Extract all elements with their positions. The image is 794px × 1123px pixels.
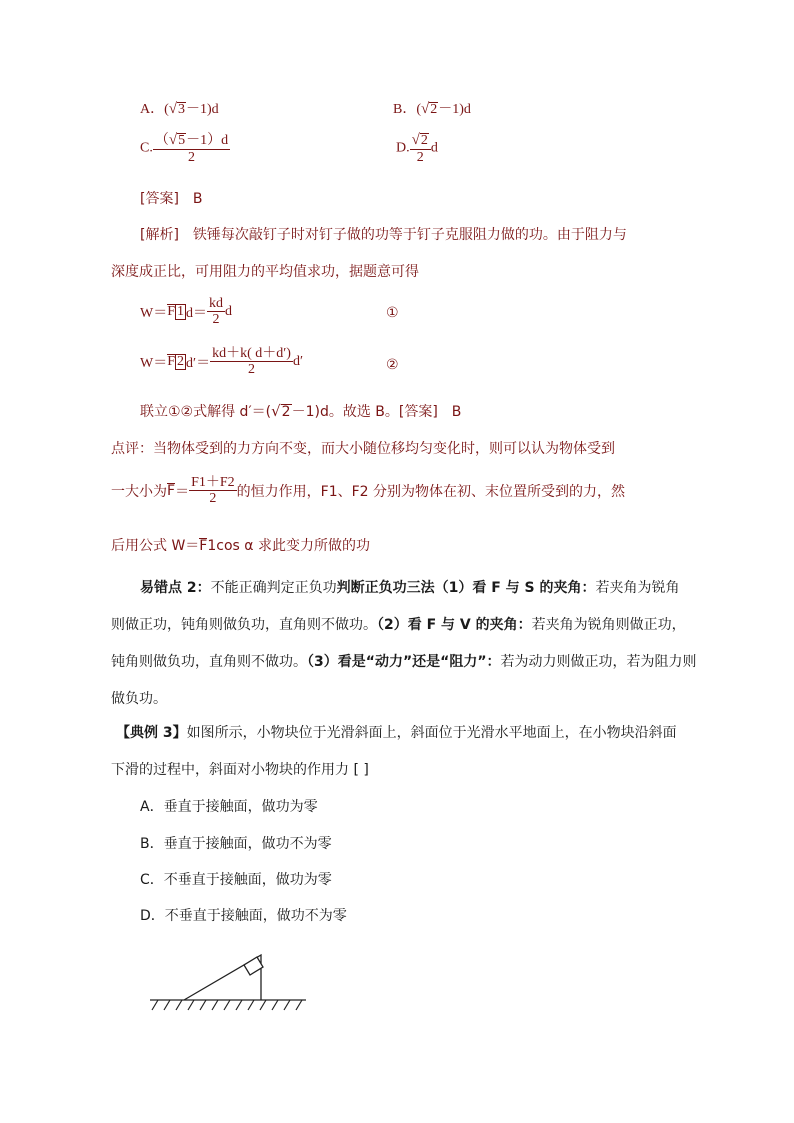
option-c-radicand: 5 <box>178 133 186 148</box>
mistake-label: 易错点 2： <box>140 580 211 596</box>
option-c-prefix: C. <box>140 140 153 156</box>
comment-equals: ＝ <box>175 483 190 500</box>
mistake-line-4: 做负功。 <box>111 691 167 707</box>
example3-option-a: A．垂直于接触面，做功为零 <box>140 799 318 815</box>
analysis-line-2: 深度成正比，可用阻力的平均值求功，据题意可得 <box>111 264 419 280</box>
example3-option-c: C．不垂直于接触面，做功为零 <box>140 872 332 888</box>
mistake-bold-2: （2）看 F 与 V 的夹角： <box>377 617 532 633</box>
mistake-text-3: 若夹角为锐角则做正功， <box>531 617 686 633</box>
option-c-close: －1）d <box>186 133 229 148</box>
example3-label: 【典例 3】 <box>116 725 187 741</box>
mistake-bold-3: （3）看是“动力”还是“阻力”： <box>307 654 501 670</box>
option-d-fraction <box>410 132 431 165</box>
combine-post: －1)d。故选 B。[答案] B <box>291 404 462 420</box>
mistake-line-1 <box>140 577 680 597</box>
comment-f-bar: F <box>167 483 176 500</box>
mistake-bold-1: 判断正负功三法（1）看 F 与 S 的夹角： <box>336 580 596 596</box>
incline-diagram <box>148 940 308 1015</box>
eq2-fraction <box>210 346 293 378</box>
option-c <box>140 132 230 165</box>
option-c-fraction <box>153 132 230 165</box>
eq2-subscript: 2 <box>177 353 185 369</box>
mistake-line3-text: 钝角则做负功，直角则不做功。 <box>111 654 307 670</box>
equation-2 <box>140 346 303 378</box>
eq1-f-bar: F <box>167 304 176 320</box>
eq2-f-bar: F <box>167 354 176 370</box>
ground-hatching <box>152 1000 302 1010</box>
eq1-mid: d＝ <box>186 305 208 321</box>
comment-line-1: 点评：当物体受到的力方向不变，而大小随位移均匀变化时，则可以认为物体受到 <box>111 441 615 457</box>
sqrt-icon: √ <box>421 101 430 117</box>
combine-radicand: 2 <box>281 404 291 420</box>
option-a-suffix: －1)d <box>186 102 219 117</box>
eq2-denominator: 2 <box>248 362 256 378</box>
eq2-tail: d′ <box>292 353 304 369</box>
comment-denominator: 2 <box>209 491 217 507</box>
example3-option-b: B．垂直于接触面，做功不为零 <box>140 836 332 852</box>
eq1-lhs: W＝ <box>140 305 168 321</box>
option-d-prefix: D. <box>396 140 410 156</box>
eq1-mark: ① <box>386 305 399 321</box>
mistake-line-3 <box>111 651 697 671</box>
eq1-denominator: 2 <box>212 312 220 328</box>
equation-1 <box>140 296 232 328</box>
sqrt-icon: √ <box>168 101 178 117</box>
option-d-radicand: 2 <box>420 133 428 148</box>
mistake-text-2: 若夹角为锐角 <box>595 580 680 596</box>
comment-line-2 <box>111 475 625 507</box>
option-b-prefix: B．( <box>393 102 421 117</box>
mistake-text-4: 若为动力则做正功，若为阻力则 <box>500 654 697 670</box>
eq1-fraction <box>207 296 225 328</box>
comment-line-3 <box>111 535 370 555</box>
answer-1: [答案] B <box>140 191 203 207</box>
comment-numerator: F1＋F2 <box>191 475 235 490</box>
example3-text-1: 如图所示，小物块位于光滑斜面上，斜面位于光滑水平地面上，在小物块沿斜面 <box>186 725 677 741</box>
option-b-radicand: 2 <box>430 102 438 117</box>
comment-line2-post: 的恒力作用，F1、F2 分别为物体在初、末位置所受到的力，然 <box>236 483 626 500</box>
comment-line3-f-bar: F <box>199 538 208 554</box>
eq1-tail: d <box>225 303 233 319</box>
combine-line <box>140 401 461 421</box>
eq2-lhs: W＝ <box>140 355 168 371</box>
sqrt-icon: √ <box>168 132 178 148</box>
example3-line-1 <box>116 722 677 742</box>
analysis-line-1: [解析] 铁锤每次敲钉子时对钉子做的功等于钉子克服阻力做的功。由于阻力与 <box>140 227 627 243</box>
eq2-mark: ② <box>386 357 399 373</box>
eq2-mid: d′＝ <box>186 355 211 371</box>
option-a-prefix: A．( <box>140 102 169 117</box>
eq1-numerator: kd <box>209 296 224 311</box>
eq2-numerator: kd＋k( d＋d′) <box>212 346 291 361</box>
example3-line-2: 下滑的过程中，斜面对小物块的作用力 [ ] <box>111 762 369 778</box>
sqrt-icon: √ <box>271 402 281 420</box>
option-d-denominator: 2 <box>416 149 424 165</box>
option-a <box>140 98 219 118</box>
sqrt-icon: √ <box>411 132 420 148</box>
option-a-radicand: 3 <box>178 102 186 117</box>
option-d-suffix: d <box>430 140 438 156</box>
option-c-open: （ <box>154 133 169 148</box>
comment-line2-pre: 一大小为 <box>111 483 167 500</box>
mistake-line2-text: 则做正功，钝角则做负功，直角则不做功。 <box>111 617 377 633</box>
eq1-subscript: 1 <box>177 303 185 319</box>
comment-line3-pre: 后用公式 W＝ <box>111 538 200 554</box>
option-b-suffix: －1)d <box>438 102 471 117</box>
small-block <box>244 957 263 975</box>
example3-option-d: D．不垂直于接触面，做功不为零 <box>140 908 347 924</box>
comment-line3-post: 1cos α 求此变力所做的功 <box>207 538 370 554</box>
mistake-line-2 <box>111 614 686 634</box>
mistake-text-1: 不能正确判定正负功 <box>210 580 337 596</box>
option-b <box>393 98 471 118</box>
option-c-denominator: 2 <box>187 149 195 165</box>
option-d <box>396 132 438 165</box>
comment-fraction <box>189 475 237 507</box>
combine-pre: 联立①②式解得 d′＝( <box>140 404 272 420</box>
